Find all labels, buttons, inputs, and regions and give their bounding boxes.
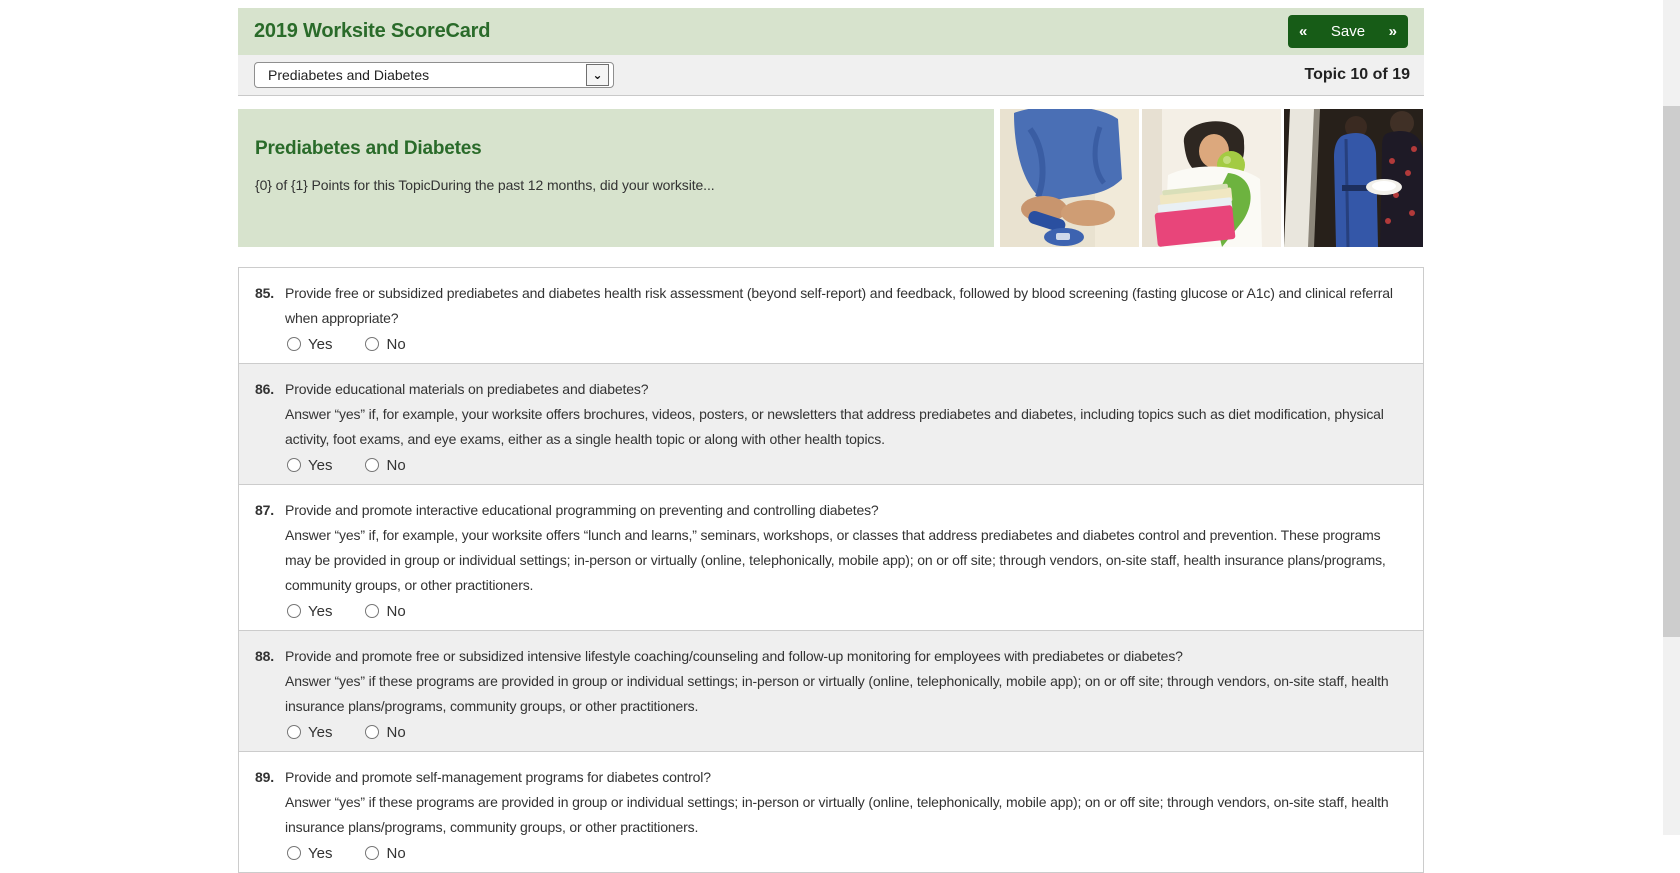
topic-bar: [238, 55, 1424, 96]
question-body: [285, 644, 1405, 719]
question-help: Answer “yes” if these programs are provided in group or individual settings; in-person or virtually (online, telephonically, mobile app); on or off site; through vendors, on-site staff, health insurance plans/programs, community groups, or other practitioners.: [285, 673, 1389, 714]
question-text: Provide and promote interactive educational programming on preventing and controlling diabetes?: [285, 502, 879, 518]
question-main: [255, 377, 1405, 452]
next-topic-icon[interactable]: »: [1388, 23, 1397, 40]
question-number: 87.: [255, 502, 275, 518]
header-bar: [238, 8, 1424, 55]
no-radio[interactable]: [365, 846, 379, 860]
no-radio[interactable]: [365, 725, 379, 739]
topic-photos: [1000, 109, 1423, 247]
page-title: 2019 Worksite ScoreCard: [254, 20, 491, 42]
yes-radio[interactable]: [287, 846, 301, 860]
no-radio[interactable]: [365, 604, 379, 618]
no-label[interactable]: No: [386, 456, 406, 474]
question-options: [287, 845, 1405, 861]
vertical-scrollbar[interactable]: [1663, 0, 1680, 835]
question-row: [239, 484, 1423, 630]
question-options: [287, 457, 1405, 473]
yes-label[interactable]: Yes: [308, 844, 333, 862]
question-body: [285, 281, 1405, 331]
question-number: 88.: [255, 648, 275, 664]
question-row: [239, 630, 1423, 751]
question-text: Provide free or subsidized prediabetes and diabetes health risk assessment (beyond self-report) and feedback, followed by blood screening (fasting glucose or A1c) and clinical referral when appropriate?: [285, 285, 1393, 326]
topic-counter: Topic 10 of 19: [1304, 66, 1410, 83]
save-button-group: [1288, 15, 1408, 48]
scorecard-page: [238, 8, 1424, 873]
question-number: 85.: [255, 285, 275, 301]
yes-radio[interactable]: [287, 725, 301, 739]
yes-radio[interactable]: [287, 458, 301, 472]
question-main: [255, 765, 1405, 840]
glucose-test-photo: [1000, 109, 1139, 247]
no-radio[interactable]: [365, 458, 379, 472]
topic-select-value: Prediabetes and Diabetes: [268, 67, 430, 83]
topic-banner: [238, 109, 1424, 247]
question-number: 86.: [255, 381, 275, 397]
question-number: 89.: [255, 769, 275, 785]
question-body: [285, 377, 1405, 452]
question-help: Answer “yes” if, for example, your worksite offers “lunch and learns,” seminars, workshops, or classes that address prediabetes and diabetes control and prevention. These programs may be provided in group or individual settings; in-person or virtually (online, telephonically, mobile app); on or off site; through vendors, on-site staff, health insurance plans/programs, community groups, or other practitioners.: [285, 527, 1386, 593]
no-label[interactable]: No: [386, 844, 406, 862]
save-button[interactable]: Save: [1330, 23, 1366, 40]
topic-points-text: {0} of {1} Points for this TopicDuring the past 12 months, did your worksite...: [255, 177, 715, 193]
question-row: [239, 363, 1423, 484]
question-main: [255, 498, 1405, 598]
chevron-down-icon: ⌄: [586, 64, 609, 86]
yes-radio[interactable]: [287, 337, 301, 351]
question-main: [255, 644, 1405, 719]
no-label[interactable]: No: [386, 335, 406, 353]
yes-radio[interactable]: [287, 604, 301, 618]
question-text: Provide educational materials on prediabetes and diabetes?: [285, 381, 649, 397]
topic-banner-text: [238, 109, 994, 247]
flipchart-presentation-photo: [1284, 109, 1423, 247]
yes-label[interactable]: Yes: [308, 335, 333, 353]
question-help: Answer “yes” if these programs are provided in group or individual settings; in-person or virtually (online, telephonically, mobile app); on or off site; through vendors, on-site staff, health insurance plans/programs, community groups, or other practitioners.: [285, 794, 1389, 835]
question-row: [239, 751, 1423, 872]
yes-label[interactable]: Yes: [308, 456, 333, 474]
question-body: [285, 498, 1405, 598]
question-options: [287, 724, 1405, 740]
previous-topic-icon[interactable]: «: [1299, 23, 1308, 40]
question-main: [255, 281, 1405, 331]
woman-apple-photo: [1142, 109, 1281, 247]
questions-list: [238, 267, 1424, 873]
question-help: Answer “yes” if, for example, your worksite offers brochures, videos, posters, or newsletters that address prediabetes and diabetes, including topics such as diet modification, physical activity, foot exams, and eye exams, either as a single health topic or along with other health topics.: [285, 406, 1384, 447]
topic-title: Prediabetes and Diabetes: [255, 138, 482, 159]
question-text: Provide and promote free or subsidized intensive lifestyle coaching/counseling and follow-up monitoring for employees with prediabetes or diabetes?: [285, 648, 1183, 664]
question-options: [287, 336, 1405, 352]
no-radio[interactable]: [365, 337, 379, 351]
question-row: [239, 268, 1423, 363]
question-body: [285, 765, 1405, 840]
yes-label[interactable]: Yes: [308, 723, 333, 741]
no-label[interactable]: No: [386, 602, 406, 620]
scrollbar-thumb[interactable]: [1663, 106, 1680, 637]
no-label[interactable]: No: [386, 723, 406, 741]
question-text: Provide and promote self-management programs for diabetes control?: [285, 769, 711, 785]
topic-select[interactable]: [254, 62, 614, 88]
yes-label[interactable]: Yes: [308, 602, 333, 620]
question-options: [287, 603, 1405, 619]
